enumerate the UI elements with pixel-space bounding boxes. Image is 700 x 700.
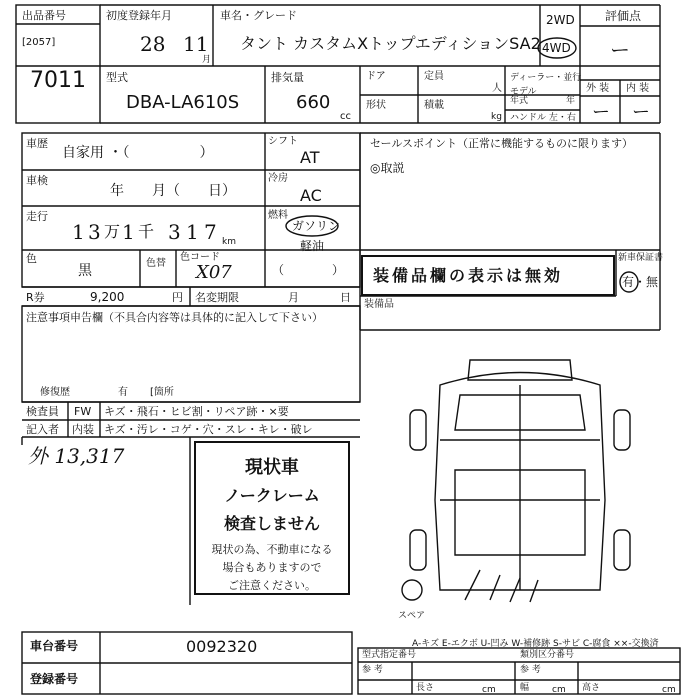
dealer-handle: ハンドル 左・右 <box>510 113 576 123</box>
stamp-line-6: ご注意ください。 <box>228 579 316 592</box>
ac-label: 冷房 <box>268 173 288 184</box>
recycle-unit: 円 <box>172 291 183 304</box>
chassis-value: 0092320 <box>186 637 258 656</box>
stamp-line-3: 検査しません <box>223 514 320 533</box>
equipment-label: 装備品 <box>364 299 394 310</box>
shift-label: シフト <box>268 136 298 147</box>
mileage-man: 万 <box>104 222 121 241</box>
color-label: 色 <box>26 252 37 265</box>
handwritten-mileage-note: 外 13,317 <box>28 444 125 468</box>
displacement-value: 660 <box>296 92 331 113</box>
name-change-month: 月 <box>288 291 299 304</box>
lot-number: 7011 <box>30 68 86 93</box>
recycle-value: 9,200 <box>90 290 125 304</box>
first-reg-month: 11 <box>183 32 209 56</box>
interior-check-label: 内装 <box>72 423 94 436</box>
load-label: 積載 <box>424 100 444 111</box>
ac-value: AC <box>300 186 322 205</box>
model-label: 型式 <box>106 71 128 84</box>
sales-point-label: セールスポイント（正常に機能するものに限ります） <box>370 137 634 150</box>
displacement-unit: cc <box>340 111 351 122</box>
inspection-label: 車検 <box>26 174 48 187</box>
repair-has: 有 <box>118 387 128 398</box>
car-name-label: 車名・グレード <box>220 9 297 22</box>
color-code-label: 色コード <box>180 252 220 263</box>
fw-label: FW <box>74 405 92 418</box>
car-name-value: タント カスタムXトップエディションSA2 <box>240 34 541 53</box>
mileage-d2: 3 <box>88 220 101 244</box>
designation-label: 型式指定番号 <box>362 650 417 660</box>
dim-width-unit: cm <box>552 685 566 695</box>
displacement-label: 排気量 <box>271 71 304 84</box>
mileage-label: 走行 <box>26 210 48 223</box>
designation-sub: 参 考 <box>362 665 383 675</box>
dealer-model-year: モデル 年式 <box>510 87 537 107</box>
shape-label: 形状 <box>366 100 386 111</box>
capacity-label: 定員 <box>424 71 444 82</box>
exterior-value: ー <box>592 102 610 123</box>
mileage-sen: 千 <box>138 222 155 241</box>
dealer-label: ディーラー・並行 <box>510 73 582 83</box>
lot-label: 出品番号 <box>22 9 66 22</box>
usage-value: 自家用 ・（ ） <box>62 145 214 161</box>
color-tone-label: 色替 <box>146 258 166 269</box>
shift-value: AT <box>300 148 320 167</box>
fuel-gasoline: ガソリン <box>292 219 341 233</box>
recycle-label: R券 <box>26 291 45 304</box>
lot-sub: [2057] <box>22 37 56 48</box>
dealer-year-unit: 年 <box>566 96 576 106</box>
first-reg-year: 28 <box>140 32 166 56</box>
mileage-d5: 1 <box>186 220 199 244</box>
inspection-value: 年 月（ 日） <box>110 183 236 199</box>
drive-4wd: 4WD <box>542 41 571 55</box>
first-reg-label: 初度登録年月 <box>106 9 172 22</box>
repair-label: 修復歴 <box>40 387 70 398</box>
fw-items: キズ・飛石・ヒビ割・リペア跡・×要 <box>104 405 289 418</box>
category-sub: 参 考 <box>520 665 541 675</box>
equipment-invalid-notice <box>361 255 615 296</box>
repair-place: [箇所 <box>150 387 174 398</box>
load-unit: kg <box>491 112 502 122</box>
interior-check-items: キズ・汚レ・コゲ・穴・スレ・キレ・破レ <box>104 423 313 436</box>
name-change-label: 名変期限 <box>195 291 239 304</box>
fuel-other: （ ） <box>272 263 345 277</box>
interior-label: 内 装 <box>626 83 650 94</box>
as-is-stamp <box>194 441 350 595</box>
first-reg-month-unit: 月 <box>202 55 212 65</box>
dim-length: 長さ <box>416 683 435 693</box>
drive-2wd: 2WD <box>546 13 575 27</box>
fuel-light-oil: 軽油 <box>300 239 325 253</box>
mileage-d1: 1 <box>72 220 85 244</box>
remarks-label: 注意事項申告欄（不具合内容等は具体的に記入して下さい） <box>26 311 323 324</box>
exterior-label: 外 装 <box>586 83 610 94</box>
usage-label: 車歴 <box>26 137 48 150</box>
stamp-line-1: 現状車 <box>245 457 299 478</box>
dim-height: 高さ <box>582 683 601 693</box>
warranty-label: 新車保証書 <box>618 253 664 263</box>
stamp-line-2: ノークレーム <box>224 486 320 505</box>
score-label: 評価点 <box>605 9 642 23</box>
chassis-label: 車台番号 <box>30 639 79 653</box>
doors-label: ドア <box>366 71 386 82</box>
model-value: DBA-LA610S <box>126 92 240 113</box>
color-code: X07 <box>196 262 232 283</box>
registration-label: 登録番号 <box>30 672 79 686</box>
warranty-value: 有・無 <box>622 275 659 289</box>
mileage-d3: 1 <box>122 220 135 244</box>
clerk-label: 記入者 <box>26 423 59 436</box>
sales-point-item: ◎取説 <box>370 161 405 175</box>
mileage-d4: 3 <box>168 220 181 244</box>
interior-value: ー <box>632 102 650 123</box>
score-value: ー <box>610 38 630 62</box>
stamp-line-5: 場合もありますので <box>222 561 322 574</box>
mileage-d6: 7 <box>204 220 217 244</box>
mileage-unit: km <box>222 237 236 247</box>
stamp-line-4: 現状の為、不動車になる <box>211 543 333 556</box>
dim-height-unit: cm <box>662 685 676 695</box>
capacity-unit: 人 <box>492 83 502 94</box>
name-change-day: 日 <box>340 291 351 304</box>
spare-label: スペア <box>398 611 426 621</box>
inspector-label: 検査員 <box>26 405 59 418</box>
category-label: 類別区分番号 <box>520 650 575 660</box>
dim-length-unit: cm <box>482 685 496 695</box>
fuel-label: 燃料 <box>268 210 288 221</box>
notice-text: 装備品欄の表示は無効 <box>373 266 564 285</box>
dim-width: 幅 <box>520 683 530 693</box>
damage-legend: A-キズ E-エクボ U-凹み W-補修跡 S-サビ C-腐食 ××-交換済 <box>412 639 659 649</box>
color-value: 黒 <box>78 263 92 279</box>
